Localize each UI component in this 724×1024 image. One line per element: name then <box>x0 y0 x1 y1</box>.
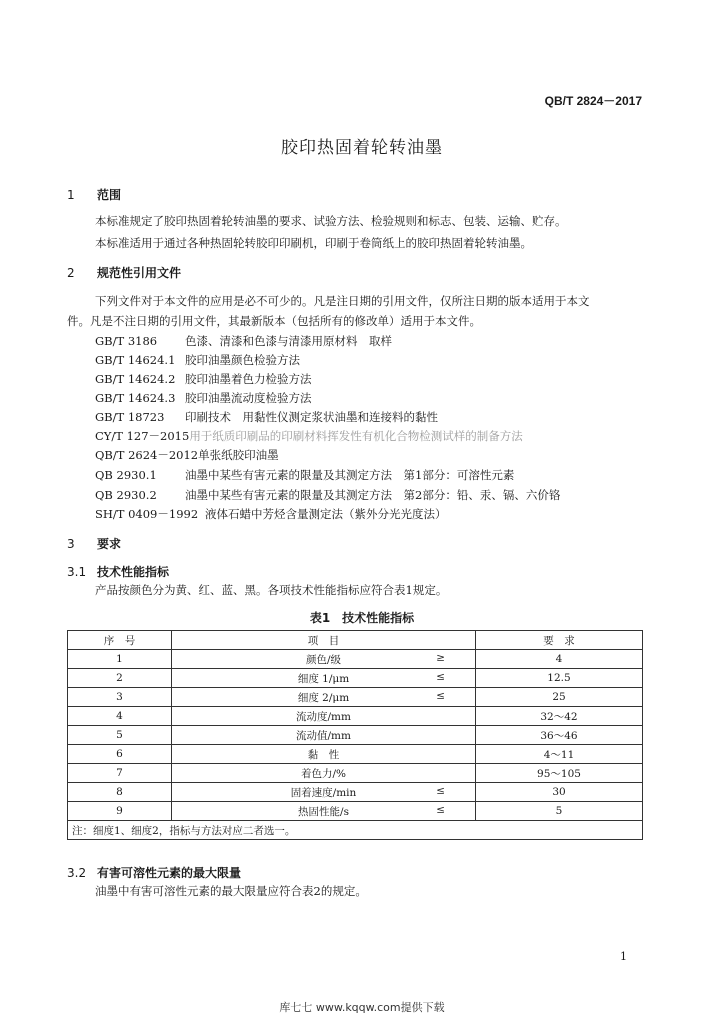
row-no: 5 <box>68 726 172 745</box>
row-item <box>172 802 476 821</box>
reference-code: GB/T 14624.1 <box>95 353 176 367</box>
references-intro-line-2: 件。凡是不注日期的引用文件，其最新版本（包括所有的修改单）适用于本文件。 <box>67 314 481 328</box>
comparison-symbol: ≤ <box>436 785 445 797</box>
subsection-3-2-text: 油墨中有害可溶性元素的最大限量应符合表2的规定。 <box>95 884 367 898</box>
item-name: 固着速度/min <box>290 786 357 799</box>
reference-item <box>95 487 560 503</box>
column-header-requirement: 要 求 <box>476 631 643 650</box>
reference-title: 单张纸胶印油墨 <box>198 448 279 462</box>
reference-item <box>95 333 392 349</box>
row-item <box>172 650 476 669</box>
section-2-heading <box>67 264 181 281</box>
reference-item <box>95 506 447 522</box>
reference-item <box>95 409 438 425</box>
comparison-symbol: ≤ <box>436 671 445 683</box>
row-no: 6 <box>68 745 172 764</box>
subsection-title: 技术性能指标 <box>97 565 170 579</box>
table-row <box>68 783 643 802</box>
section-title: 要求 <box>97 537 122 551</box>
item-name: 流动度/mm <box>296 710 351 723</box>
row-item <box>172 783 476 802</box>
standard-code: QB/T 2824－2017 <box>544 94 642 108</box>
reference-title: 色漆、清漆和色漆与清漆用原材料 取样 <box>185 334 392 348</box>
section-title: 规范性引用文件 <box>97 266 182 280</box>
subsection-3-1-text: 产品按颜色分为黄、红、蓝、黑。各项技术性能指标应符合表1规定。 <box>95 583 448 597</box>
comparison-symbol: ≤ <box>436 690 445 702</box>
reference-title: 印刷技术 用黏性仪测定浆状油墨和连接料的黏性 <box>185 410 438 424</box>
row-requirement: 4～11 <box>476 745 643 764</box>
row-requirement: 32～42 <box>476 707 643 726</box>
row-item <box>172 707 476 726</box>
reference-item <box>95 447 279 463</box>
scope-paragraph-2: 本标准适用于通过各种热固轮转胶印印刷机，印刷于卷筒纸上的胶印热固着轮转油墨。 <box>95 236 532 250</box>
comparison-symbol: ≤ <box>436 804 445 816</box>
row-requirement: 12.5 <box>476 669 643 688</box>
subsection-3-2-heading <box>67 864 241 881</box>
row-no: 4 <box>68 707 172 726</box>
item-name: 着色力/% <box>300 767 346 780</box>
table-row <box>68 688 643 707</box>
table-row <box>68 802 643 821</box>
row-no: 9 <box>68 802 172 821</box>
item-name: 流动值/mm <box>296 729 351 742</box>
row-item <box>172 669 476 688</box>
reference-title: 油墨中某些有害元素的限量及其测定方法 第2部分：铅、汞、镉、六价铬 <box>185 488 561 502</box>
reference-code: GB/T 3186 <box>95 334 158 348</box>
section-number: 3 <box>67 537 75 551</box>
reference-code: GB/T 14624.3 <box>95 391 176 405</box>
section-number: 1 <box>67 188 75 202</box>
page-number: 1 <box>620 950 627 963</box>
row-no: 1 <box>68 650 172 669</box>
column-header-no: 序 号 <box>68 631 172 650</box>
row-item <box>172 726 476 745</box>
subsection-3-1-heading <box>67 563 169 580</box>
reference-item <box>95 390 312 406</box>
subsection-number: 3.1 <box>67 565 87 579</box>
table-note: 注：细度1、细度2，指标与方法对应二者选一。 <box>68 821 643 840</box>
table-row <box>68 745 643 764</box>
row-item <box>172 688 476 707</box>
reference-title: 胶印油墨颜色检验方法 <box>185 353 300 367</box>
row-requirement: 4 <box>476 650 643 669</box>
technical-spec-table <box>67 630 643 840</box>
reference-code: QB/T 2624－2012 <box>95 448 199 462</box>
row-item <box>172 764 476 783</box>
comparison-symbol: ≥ <box>436 652 445 664</box>
item-name: 黏 性 <box>307 748 340 761</box>
reference-item <box>95 352 300 368</box>
row-no: 3 <box>68 688 172 707</box>
row-requirement: 25 <box>476 688 643 707</box>
item-name: 颜色/级 <box>305 653 342 666</box>
reference-code: CY/T 127－2015 <box>95 429 190 443</box>
scope-paragraph-1: 本标准规定了胶印热固着轮转油墨的要求、试验方法、检验规则和标志、包装、运输、贮存。 <box>95 214 567 228</box>
column-header-item: 项 目 <box>172 631 476 650</box>
row-no: 2 <box>68 669 172 688</box>
reference-code: GB/T 14624.2 <box>95 372 176 386</box>
row-item <box>172 745 476 764</box>
reference-code: GB/T 18723 <box>95 410 165 424</box>
reference-title: 用于纸质印刷品的印刷材料挥发性有机化合物检测试样的制备方法 <box>189 429 523 443</box>
section-1-heading <box>67 186 121 203</box>
document-title: 胶印热固着轮转油墨 <box>281 138 443 158</box>
item-name: 细度 2/μm <box>297 691 350 704</box>
subsection-number: 3.2 <box>67 866 87 880</box>
reference-code: QB 2930.1 <box>95 468 157 482</box>
table-row <box>68 707 643 726</box>
reference-code: SH/T 0409－1992 <box>95 507 199 521</box>
item-name: 热固性能/s <box>298 805 349 818</box>
table-row <box>68 726 643 745</box>
reference-code: QB 2930.2 <box>95 488 157 502</box>
row-no: 7 <box>68 764 172 783</box>
table-row <box>68 650 643 669</box>
table-note-row <box>68 821 643 840</box>
table-row <box>68 669 643 688</box>
item-name: 细度 1/μm <box>297 672 350 685</box>
download-footer: 库七七 www.kqqw.com提供下载 <box>279 1001 445 1014</box>
reference-item <box>95 467 514 483</box>
table-header-row <box>68 631 643 650</box>
reference-item <box>95 428 523 444</box>
reference-title: 胶印油墨流动度检验方法 <box>185 391 312 405</box>
reference-title: 胶印油墨着色力检验方法 <box>185 372 312 386</box>
section-number: 2 <box>67 266 75 280</box>
table-caption: 表1 技术性能指标 <box>309 611 415 625</box>
row-requirement: 5 <box>476 802 643 821</box>
row-no: 8 <box>68 783 172 802</box>
row-requirement: 36～46 <box>476 726 643 745</box>
row-requirement: 30 <box>476 783 643 802</box>
table-row <box>68 764 643 783</box>
subsection-title: 有害可溶性元素的最大限量 <box>97 866 242 880</box>
row-requirement: 95～105 <box>476 764 643 783</box>
reference-title: 油墨中某些有害元素的限量及其测定方法 第1部分：可溶性元素 <box>185 468 515 482</box>
section-3-heading <box>67 535 121 552</box>
section-title: 范围 <box>97 188 122 202</box>
reference-title: 液体石蜡中芳烃含量测定法（紫外分光光度法） <box>205 507 447 521</box>
references-intro-line-1: 下列文件对于本文件的应用是必不可少的。凡是注日期的引用文件，仅所注日期的版本适用于本文 <box>95 294 590 308</box>
reference-item <box>95 371 312 387</box>
